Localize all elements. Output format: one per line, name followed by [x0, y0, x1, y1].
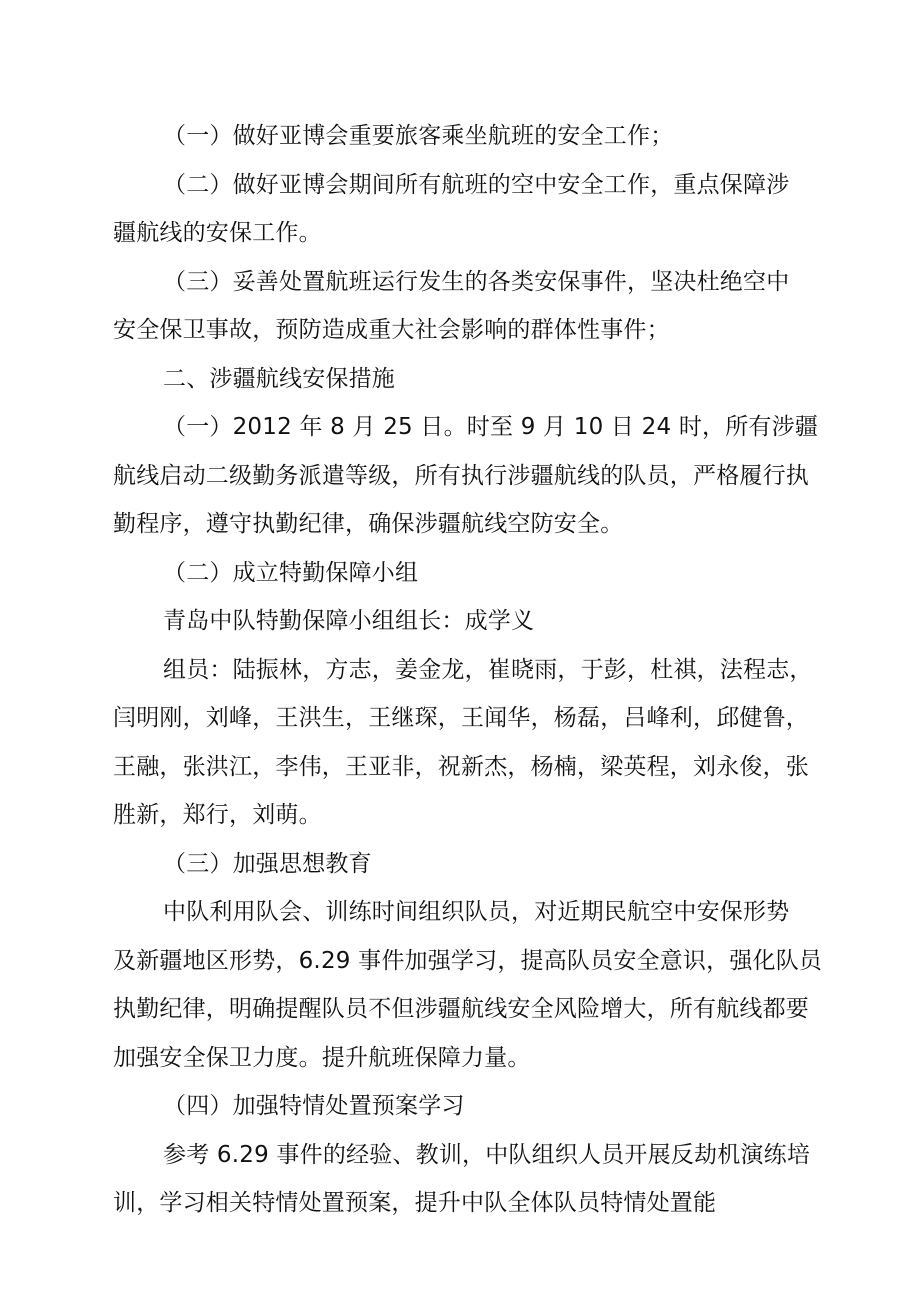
paragraph-6-line-2: 训，学习相关特情处置预案，提升中队全体队员特情处置能 [113, 1190, 717, 1216]
team-leader-line: 青岛中队特勤保障小组组长：成学义 [163, 608, 535, 634]
paragraph-6-line-1: 参考 6.29 事件的经验、教训，中队组织人员开展反劫机演练培 [163, 1141, 811, 1168]
section-heading-2: 二、涉疆航线安保措施 [163, 365, 395, 392]
subheading-4: （四）加强特情处置预案学习 [163, 1093, 465, 1119]
members-line-4: 胜新，郑行，刘萌。 [113, 802, 322, 828]
paragraph-4-line-1: （一）2012 年 8 月 25 日。时至 9 月 10 日 24 时，所有涉疆 [163, 414, 819, 440]
members-line-1: 组员：陆振林，方志，姜金龙，崔晓雨，于彭，杜祺，法程志， [163, 656, 813, 683]
paragraph-2-line-2: 疆航线的安保工作。 [113, 220, 322, 246]
paragraph-3-line-2: 安全保卫事故，预防造成重大社会影响的群体性事件； [113, 317, 670, 343]
paragraph-4-line-2: 航线启动二级勤务派遣等级，所有执行涉疆航线的队员，严格履行执 [113, 462, 809, 489]
paragraph-5-line-3: 执勤纪律，明确提醒队员不但涉疆航线安全风险增大，所有航线都要 [113, 996, 809, 1022]
members-line-2: 闫明刚，刘峰，王洪生，王继琛，王闻华，杨磊，吕峰利，邱健鲁， [113, 705, 809, 731]
paragraph-2-line-1: （二）做好亚博会期间所有航班的空中安全工作，重点保障涉 [163, 171, 790, 198]
paragraph-5-line-1: 中队利用队会、训练时间组织队员，对近期民航空中安保形势 [163, 899, 790, 925]
paragraph-5-line-4: 加强安全保卫力度。提升航班保障力量。 [113, 1044, 531, 1071]
members-line-3: 王融，张洪江，李伟，王亚非，祝新杰，杨楠，梁英程，刘永俊，张 [113, 753, 809, 780]
paragraph-4-line-3: 勤程序，遵守执勤纪律，确保涉疆航线空防安全。 [113, 511, 624, 537]
paragraph-5-line-2: 及新疆地区形势，6.29 事件加强学习，提高队员安全意识，强化队员 [113, 947, 823, 974]
document-body [113, 112, 823, 1228]
subheading-3: （三）加强思想教育 [163, 850, 372, 877]
subheading-2: （二）成立特勤保障小组 [163, 559, 419, 586]
paragraph-3-line-1: （三）妥善处置航班运行发生的各类安保事件，坚决杜绝空中 [163, 268, 790, 295]
paragraph-1-line-1: （一）做好亚博会重要旅客乘坐航班的安全工作； [163, 123, 674, 149]
